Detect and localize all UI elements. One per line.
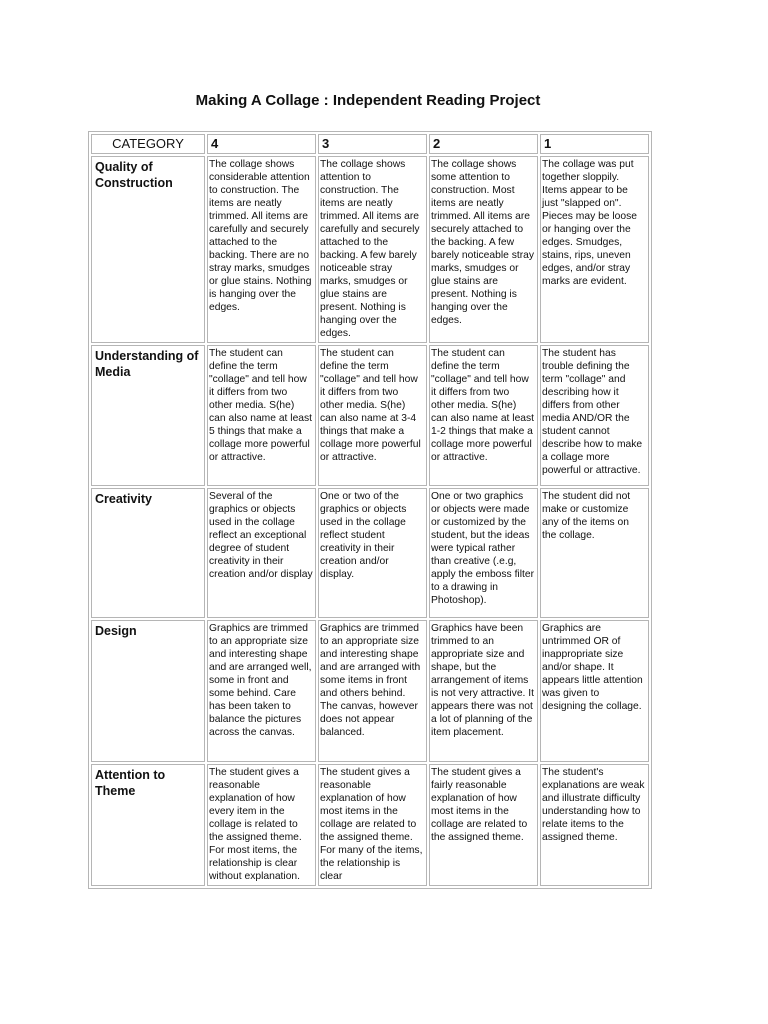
rubric-cell: The collage shows considerable attention to construction. The items are neatly trimmed. All items are carefully and securely attached to the backing. There are no stray marks, smudges or glue stains. Nothing is hanging over the edges. [207, 156, 316, 343]
rubric-table [88, 131, 652, 889]
level-header: 1 [540, 134, 649, 154]
table-row [91, 345, 649, 486]
page-title: Making A Collage : Independent Reading Project [195, 92, 541, 109]
rubric-cell: The collage shows attention to construction. The items are neatly trimmed. All items are carefully and securely attached to the backing. A few barely noticeable stray marks, smudges or glue stains are present. Nothing is hanging over the edges. [318, 156, 427, 343]
rubric-cell: Several of the graphics or objects used in the collage reflect an exceptional degree of student creativity in their creation and/or display [207, 488, 316, 618]
table-row [91, 156, 649, 343]
level-header: 3 [318, 134, 427, 154]
rubric-cell: Graphics have been trimmed to an appropriate size and shape, but the arrangement of items is not very attractive. It appears there was not a lot of planning of the item placement. [429, 620, 538, 762]
rubric-cell: The collage shows some attention to construction. Most items are neatly trimmed. All items are securely attached to the backing. A few barely noticeable stray marks, smudges or glue stains are present. Nothing is hanging over the edges. [429, 156, 538, 343]
rubric-cell: The student gives a fairly reasonable explanation of how most items in the collage are related to the assigned theme. [429, 764, 538, 886]
table-row [91, 620, 649, 762]
rubric-cell: The student has trouble defining the term "collage" and describing how it differs from other media AND/OR the student cannot describe how to make a collage more powerful or attractive. [540, 345, 649, 486]
category-header: CATEGORY [91, 134, 205, 154]
category-label: Creativity [91, 488, 205, 618]
category-label: Design [91, 620, 205, 762]
rubric-cell: The student did not make or customize any of the items on the collage. [540, 488, 649, 618]
rubric-cell: Graphics are untrimmed OR of inappropriate size and/or shape. It appears little attention was given to designing the collage. [540, 620, 649, 762]
rubric-cell: Graphics are trimmed to an appropriate size and interesting shape and are arranged well, some in front and some behind. Care has been taken to balance the pictures across the canvas. [207, 620, 316, 762]
rubric-cell: The student can define the term "collage" and tell how it differs from two other media. S(he) can also name at least 1-2 things that make a collage more powerful or attractive. [429, 345, 538, 486]
header-row [91, 134, 649, 154]
rubric-cell: The student can define the term "collage" and tell how it differs from two other media. S(he) can also name at least 5 things that make a collage more powerful or attractive. [207, 345, 316, 486]
rubric-cell: The student gives a reasonable explanation of how most items in the collage are related to the assigned theme. For many of the items, the relationship is clear [318, 764, 427, 886]
rubric-cell: The collage was put together sloppily. Items appear to be just "slapped on". Pieces may be loose or hanging over the edges. Smudges, stains, rips, uneven edges, and/or stray marks are evident. [540, 156, 649, 343]
rubric-cell: Graphics are trimmed to an appropriate size and interesting shape and are arranged with some items in front and others behind. The canvas, however does not appear balanced. [318, 620, 427, 762]
rubric-cell: The student gives a reasonable explanation of how every item in the collage is related to the assigned theme. For most items, the relationship is clear without explanation. [207, 764, 316, 886]
table-row [91, 764, 649, 886]
category-label: Attention to Theme [91, 764, 205, 886]
rubric-cell: The student can define the term "collage" and tell how it differs from two other media. S(he) can also name at 3-4 things that make a collage more powerful or attractive. [318, 345, 427, 486]
rubric-cell: The student's explanations are weak and illustrate difficulty understanding how to relate items to the assigned theme. [540, 764, 649, 886]
level-header: 4 [207, 134, 316, 154]
rubric-cell: One or two of the graphics or objects used in the collage reflect student creativity in their creation and/or display. [318, 488, 427, 618]
category-label: Understanding of Media [91, 345, 205, 486]
category-label: Quality of Construction [91, 156, 205, 343]
level-header: 2 [429, 134, 538, 154]
rubric-cell: One or two graphics or objects were made or customized by the student, but the ideas were typical rather than creative (.e.g, apply the emboss filter to a drawing in Photoshop). [429, 488, 538, 618]
table-row [91, 488, 649, 618]
